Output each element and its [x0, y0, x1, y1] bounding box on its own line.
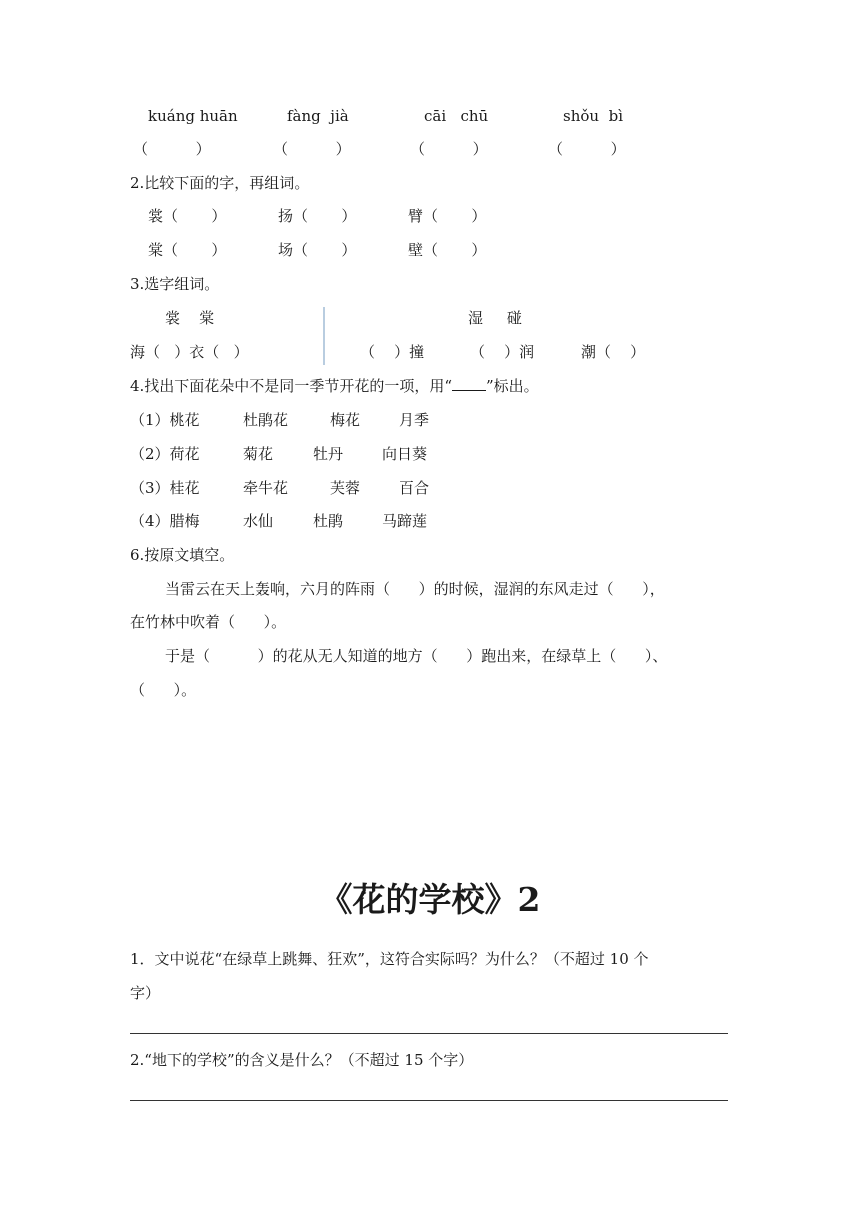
q3-left-chars: 裳 棠	[165, 309, 215, 327]
q4-item-3-a: （3）桂花	[130, 479, 200, 497]
pinyin-blank-3: （ ）	[410, 140, 488, 158]
q6-title: 6.按原文填空。	[130, 546, 235, 564]
q2-r2-c2: 场（ ）	[278, 241, 357, 259]
s2-q1-line2: 字）	[130, 984, 161, 1002]
q2-r2-c1: 棠（ ）	[148, 241, 227, 259]
underline-mark	[452, 377, 486, 391]
q4-item-1-d: 月季	[399, 411, 430, 429]
q4-item-4-b: 水仙	[243, 512, 274, 530]
q3-right-word-2: （ ）润	[470, 343, 535, 361]
q4-item-2-a: （2）荷花	[130, 445, 200, 463]
section-title: 《花的学校》2	[319, 880, 541, 919]
s2-q1-line1: 1．文中说花“在绿草上跳舞、狂欢”，这符合实际吗？为什么？（不超过 10 个	[130, 950, 649, 968]
pinyin-4: shǒu bì	[563, 107, 623, 125]
pinyin-2: fàng jià	[287, 107, 349, 125]
q6-para2-line1: 于是（ ）的花从无人知道的地方（ ）跑出来，在绿草上（ ）、	[165, 647, 668, 665]
q4-item-3-c: 芙蓉	[330, 479, 361, 497]
q4-item-3-d: 百合	[399, 479, 430, 497]
q2-title: 2.比较下面的字，再组词。	[130, 174, 310, 192]
q4-item-4-d: 马蹄莲	[382, 512, 428, 530]
pinyin-blank-2: （ ）	[273, 140, 351, 158]
q4-item-1-a: （1）桃花	[130, 411, 200, 429]
q2-r1-c2: 扬（ ）	[278, 207, 357, 225]
pinyin-3: cāi chū	[424, 107, 489, 125]
q2-r1-c3: 臂（ ）	[408, 207, 487, 225]
q3-right-chars: 湿 碰	[468, 309, 522, 327]
q2-r1-c1: 裳（ ）	[148, 207, 227, 225]
answer-line-1[interactable]	[130, 1033, 728, 1034]
pinyin-blank-1: （ ）	[133, 140, 211, 158]
q2-r2-c3: 壁（ ）	[408, 241, 487, 259]
pinyin-1: kuáng huān	[148, 107, 238, 125]
q4-title: 4.找出下面花朵中不是同一季节开花的一项，用“ ”标出。	[130, 377, 539, 395]
q3-title: 3.选字组词。	[130, 275, 220, 293]
s2-q2: 2.“地下的学校”的含义是什么？（不超过 15 个字）	[130, 1051, 474, 1069]
answer-line-2[interactable]	[130, 1100, 728, 1101]
q6-para1-line2: 在竹林中吹着（ ）。	[130, 613, 287, 631]
q3-divider	[323, 307, 325, 365]
pinyin-blank-4: （ ）	[548, 140, 626, 158]
q3-left-words: 海（ ）衣（ ）	[130, 343, 249, 361]
q4-item-2-d: 向日葵	[382, 445, 428, 463]
q4-item-2-c: 牡丹	[313, 445, 344, 463]
q6-para2-line2: （ ）。	[130, 681, 197, 699]
q4-item-1-b: 杜鹃花	[243, 411, 289, 429]
q6-para1-line1: 当雷云在天上轰响，六月的阵雨（ ）的时候，湿润的东风走过（ ），	[165, 580, 665, 598]
q4-item-2-b: 菊花	[243, 445, 274, 463]
q4-item-1-c: 梅花	[330, 411, 361, 429]
q4-item-3-b: 牵牛花	[243, 479, 289, 497]
q3-right-word-1: （ ）撞	[360, 343, 425, 361]
q4-item-4-c: 杜鹃	[313, 512, 344, 530]
q3-right-word-3: 潮（ ）	[581, 343, 646, 361]
q4-item-4-a: （4）腊梅	[130, 512, 200, 530]
